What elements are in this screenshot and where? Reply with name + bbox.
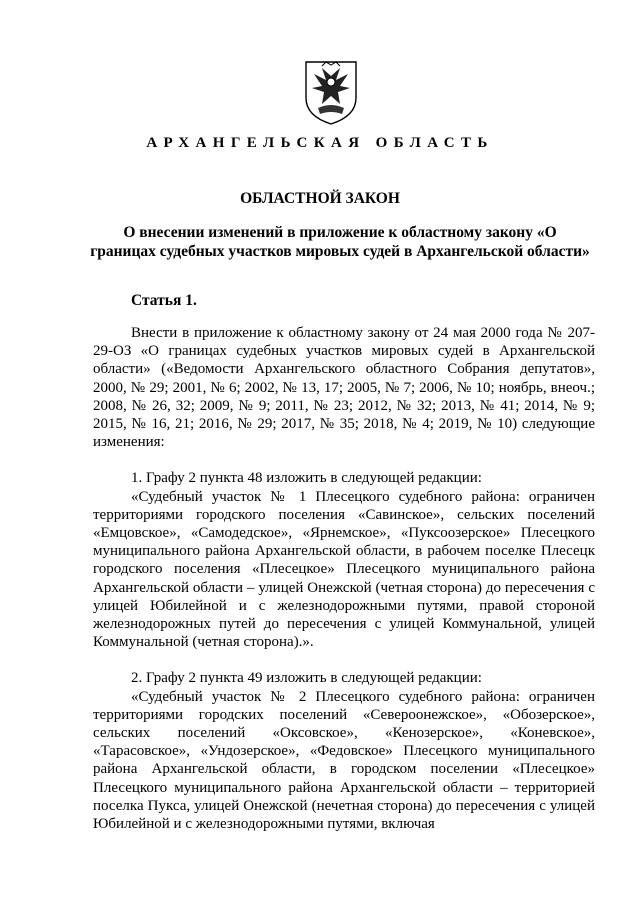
- paragraph-intro: Внести в приложение к областному закону от 24 мая 2000 года № 207-29-ОЗ «О границах судебных участков мировых судей в Архангельской области» («Ведомости Архангельского областного Собрания депутатов», 2000, № 29; 2001, № 6; 2002, № 13, 17; 2005, № 7; 2006, № 10; ноябрь, внеоч.; 2008, № 26, 32; 2009, № 9; 2011, № 23; 2012, № 32; 2013, № 41; 2014, № 9; 2015, № 16, 21; 2016, № 29; 2017, № 35; 2018, № 4; 2019, № 10) следующие изменения:: [93, 325, 595, 451]
- paragraph-item-1: 1. Графу 2 пункта 48 изложить в следующей редакции:: [131, 470, 482, 487]
- paragraph-item-2-text: «Судебный участок № 2 Плесецкого судебного района: ограничен территориями городских поселений «Североонежское», «Обозерское», сельских поселений «Оксовское», «Кенозерское», «Коневское», «Тарасовское», «Ундозерское», «Федовское» Плесецкого муниципального района Архангельской области, в городском поселении «Плесецкое» Плесецкого муниципального района Архангельской области – территорией поселка Пукса, улицей Онежской (нечетная сторона) до пересечения с улицей Юбилейной и с железнодорожными путями, включая: [93, 688, 595, 833]
- article-title: Статья 1.: [131, 292, 197, 309]
- article-body: [93, 324, 595, 833]
- coat-of-arms-icon: [300, 58, 362, 126]
- law-subject: О внесении изменений в приложение к областному закону «О границах судебных участков мировых судей в Архангельской области»: [90, 224, 590, 260]
- region-title: АРХАНГЕЛЬСКАЯ ОБЛАСТЬ: [146, 135, 494, 151]
- paragraph-item-1-text: «Судебный участок № 1 Плесецкого судебного района: ограничен территориями городского поселения «Савинское», сельских поселений «Емцовское», «Самодедское», «Ярнемское», «Пуксоозерское» Плесецкого муниципального района Архангельской области, в рабочем поселке Плесецк городского поселения «Плесецкое» Плесецкого муниципального района Архангельской области – улицей Онежской (четная сторона) до пересечения с улицей Юбилейной и с железнодорожными путями, правой стороной железнодорожных путей до пересечения с улицей Коммунальной, улицей Коммунальной (четная сторона).».: [93, 488, 595, 651]
- paragraph-item-2: 2. Графу 2 пункта 49 изложить в следующей редакции:: [131, 670, 482, 687]
- law-type: ОБЛАСТНОЙ ЗАКОН: [240, 190, 400, 207]
